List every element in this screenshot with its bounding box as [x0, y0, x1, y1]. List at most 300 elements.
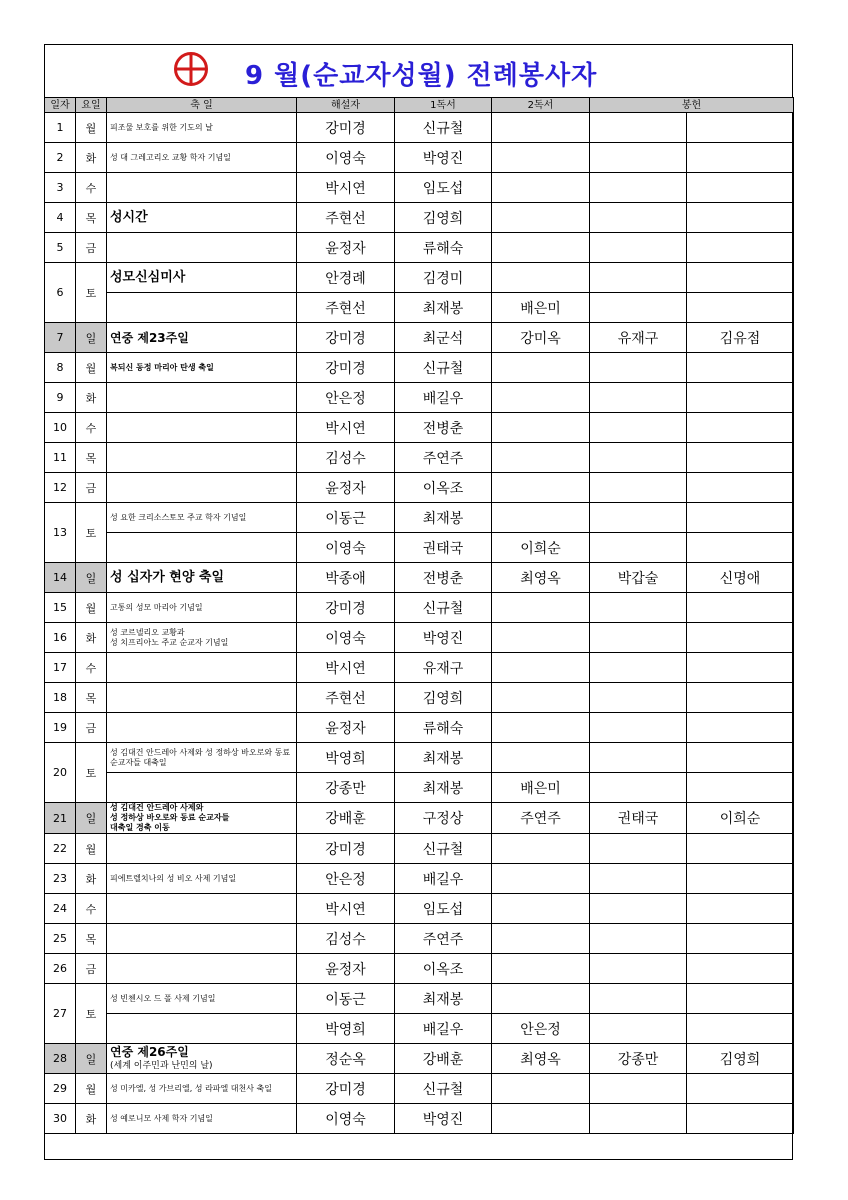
offertory-cell: [590, 713, 687, 743]
weekday-cell: 화: [76, 143, 107, 173]
commentator-cell: 박종애: [297, 563, 395, 593]
offertory-cell: 김유점: [687, 323, 794, 353]
reader2-cell: 안은정: [492, 1014, 590, 1044]
date-cell: 9: [45, 383, 76, 413]
offertory-cell: 강종만: [590, 1044, 687, 1074]
feast-cell: 성 예로니모 사제 학자 기념일: [107, 1104, 297, 1134]
weekday-cell: 토: [76, 503, 107, 563]
feast-cell: 연중 제23주일: [107, 323, 297, 353]
date-cell: 6: [45, 263, 76, 323]
offertory-cell: 유재구: [590, 323, 687, 353]
weekday-cell: 토: [76, 984, 107, 1044]
date-cell: 5: [45, 233, 76, 263]
reader1-cell: 신규철: [395, 834, 492, 864]
feast-cell: [107, 713, 297, 743]
table-row: [45, 383, 794, 413]
commentator-cell: 강미경: [297, 593, 395, 623]
date-cell: 14: [45, 563, 76, 593]
weekday-cell: 수: [76, 173, 107, 203]
commentator-cell: 박시연: [297, 173, 395, 203]
reader2-cell: [492, 203, 590, 233]
feast-cell: 성 미카엘, 성 가브리엘, 성 라파엘 대천사 축일: [107, 1074, 297, 1104]
table-row: [45, 263, 794, 293]
weekday-cell: 월: [76, 353, 107, 383]
weekday-cell: 월: [76, 834, 107, 864]
weekday-cell: 화: [76, 1104, 107, 1134]
feast-cell: [107, 954, 297, 984]
feast-cell: [107, 834, 297, 864]
offertory-cell: [687, 924, 794, 954]
date-cell: 17: [45, 653, 76, 683]
page-title: 9 월(순교자성월) 전례봉사자: [245, 61, 598, 91]
table-row: [45, 293, 794, 323]
commentator-cell: 강미경: [297, 113, 395, 143]
weekday-cell: 목: [76, 203, 107, 233]
reader1-cell: 유재구: [395, 653, 492, 683]
weekday-cell: 금: [76, 473, 107, 503]
table-row: [45, 924, 794, 954]
reader1-cell: 권태국: [395, 533, 492, 563]
reader1-cell: 주연주: [395, 924, 492, 954]
feast-cell: [107, 924, 297, 954]
date-cell: 19: [45, 713, 76, 743]
reader1-cell: 최재봉: [395, 503, 492, 533]
feast-cell: [107, 173, 297, 203]
reader2-cell: 강미옥: [492, 323, 590, 353]
offertory-cell: [687, 143, 794, 173]
reader2-cell: [492, 1074, 590, 1104]
offertory-cell: [590, 593, 687, 623]
weekday-cell: 월: [76, 1074, 107, 1104]
date-cell: 16: [45, 623, 76, 653]
offertory-cell: [590, 623, 687, 653]
table-row: [45, 143, 794, 173]
weekday-cell: 수: [76, 894, 107, 924]
col-offertory-header: 봉헌: [590, 98, 794, 113]
table-row: [45, 413, 794, 443]
feast-cell: 성 빈첸시오 드 폴 사제 기념일: [107, 984, 297, 1014]
weekday-cell: 화: [76, 623, 107, 653]
table-row: [45, 864, 794, 894]
feast-cell: 복되신 동정 마리아 탄생 축일: [107, 353, 297, 383]
feast-subtitle: (세계 이주민과 난민의 날): [110, 1060, 213, 1071]
cross-circle-icon: [173, 51, 209, 87]
offertory-cell: [590, 1074, 687, 1104]
offertory-cell: [590, 263, 687, 293]
reader1-cell: 신규철: [395, 113, 492, 143]
date-cell: 18: [45, 683, 76, 713]
feast-cell: [107, 233, 297, 263]
feast-cell: [107, 1044, 297, 1074]
date-cell: 28: [45, 1044, 76, 1074]
offertory-cell: [590, 473, 687, 503]
table-row: [45, 593, 794, 623]
commentator-cell: 윤정자: [297, 713, 395, 743]
reader1-cell: 김영희: [395, 683, 492, 713]
weekday-cell: 토: [76, 743, 107, 803]
offertory-cell: [590, 894, 687, 924]
col-weekday-header: 요일: [76, 98, 107, 113]
col-reader1-header: 1독서: [395, 98, 492, 113]
reader1-cell: 김영희: [395, 203, 492, 233]
feast-cell: [107, 1014, 297, 1044]
date-cell: 23: [45, 864, 76, 894]
offertory-cell: [590, 173, 687, 203]
reader2-cell: [492, 743, 590, 773]
weekday-cell: 화: [76, 383, 107, 413]
offertory-cell: [590, 383, 687, 413]
offertory-cell: 이희순: [687, 803, 794, 834]
reader1-cell: 배길우: [395, 383, 492, 413]
date-cell: 21: [45, 803, 76, 834]
col-reader2-header: 2독서: [492, 98, 590, 113]
date-cell: 27: [45, 984, 76, 1044]
commentator-cell: 박시연: [297, 653, 395, 683]
date-cell: 24: [45, 894, 76, 924]
date-cell: 26: [45, 954, 76, 984]
offertory-cell: [590, 503, 687, 533]
table-row: [45, 984, 794, 1014]
reader1-cell: 전병춘: [395, 563, 492, 593]
table-row: [45, 834, 794, 864]
table-row: [45, 173, 794, 203]
feast-cell: [107, 443, 297, 473]
offertory-cell: [590, 113, 687, 143]
reader1-cell: 박영진: [395, 623, 492, 653]
reader2-cell: [492, 383, 590, 413]
commentator-cell: 박영희: [297, 1014, 395, 1044]
reader1-cell: 배길우: [395, 864, 492, 894]
reader1-cell: 이옥조: [395, 473, 492, 503]
offertory-cell: 신명애: [687, 563, 794, 593]
feast-cell: 성 김대건 안드레아 사제와 성 정하상 바오로와 동료 순교자들 대축일: [107, 743, 297, 773]
commentator-cell: 이영숙: [297, 1104, 395, 1134]
reader2-cell: [492, 713, 590, 743]
weekday-cell: 일: [76, 323, 107, 353]
table-row: [45, 683, 794, 713]
reader2-cell: [492, 924, 590, 954]
offertory-cell: [590, 834, 687, 864]
col-feast-header: 축 일: [107, 98, 297, 113]
weekday-cell: 수: [76, 653, 107, 683]
table-row: [45, 533, 794, 563]
reader2-cell: [492, 353, 590, 383]
feast-cell: 고통의 성모 마리아 기념일: [107, 593, 297, 623]
offertory-cell: [687, 834, 794, 864]
table-row: [45, 623, 794, 653]
feast-cell: [107, 383, 297, 413]
offertory-cell: [590, 984, 687, 1014]
table-row: [45, 713, 794, 743]
date-cell: 11: [45, 443, 76, 473]
feast-cell: 성 김대건 안드레아 사제와 성 정하상 바오로와 동료 순교자들 대축일 경축 이동: [107, 803, 297, 834]
date-cell: 1: [45, 113, 76, 143]
offertory-cell: [687, 894, 794, 924]
date-cell: 25: [45, 924, 76, 954]
table-row: [45, 954, 794, 984]
offertory-cell: 권태국: [590, 803, 687, 834]
table-row: [45, 323, 794, 353]
commentator-cell: 강종만: [297, 773, 395, 803]
weekday-cell: 목: [76, 683, 107, 713]
reader2-cell: [492, 593, 590, 623]
date-cell: 20: [45, 743, 76, 803]
feast-cell: 성모신심미사: [107, 263, 297, 293]
reader1-cell: 전병춘: [395, 413, 492, 443]
feast-cell: 성 대 그레고리오 교황 학자 기념일: [107, 143, 297, 173]
feast-cell: [107, 653, 297, 683]
commentator-cell: 주현선: [297, 203, 395, 233]
commentator-cell: 주현선: [297, 293, 395, 323]
commentator-cell: 안은정: [297, 864, 395, 894]
reader1-cell: 최재봉: [395, 984, 492, 1014]
feast-cell: 성 요한 크리소스토모 주교 학자 기념일: [107, 503, 297, 533]
weekday-cell: 화: [76, 864, 107, 894]
reader2-cell: [492, 894, 590, 924]
date-cell: 13: [45, 503, 76, 563]
weekday-cell: 일: [76, 803, 107, 834]
table-row: [45, 353, 794, 383]
offertory-cell: [590, 353, 687, 383]
roster-sheet: [44, 44, 793, 1160]
header-row: [45, 98, 794, 113]
reader2-cell: [492, 503, 590, 533]
commentator-cell: 안경례: [297, 263, 395, 293]
offertory-cell: [590, 653, 687, 683]
offertory-cell: [590, 773, 687, 803]
date-cell: 15: [45, 593, 76, 623]
reader2-cell: [492, 173, 590, 203]
weekday-cell: 월: [76, 593, 107, 623]
offertory-cell: [687, 954, 794, 984]
feast-cell: [107, 473, 297, 503]
reader2-cell: [492, 954, 590, 984]
feast-cell: 성 십자가 현양 축일: [107, 563, 297, 593]
commentator-cell: 이동근: [297, 984, 395, 1014]
offertory-cell: [687, 864, 794, 894]
reader2-cell: [492, 473, 590, 503]
title-row: [45, 45, 792, 97]
reader1-cell: 김경미: [395, 263, 492, 293]
offertory-cell: [687, 773, 794, 803]
feast-cell: 성 코르넬리오 교황과 성 치프리아노 주교 순교자 기념일: [107, 623, 297, 653]
weekday-cell: 금: [76, 954, 107, 984]
commentator-cell: 강미경: [297, 1074, 395, 1104]
reader2-cell: 최영옥: [492, 563, 590, 593]
reader1-cell: 류해숙: [395, 233, 492, 263]
commentator-cell: 윤정자: [297, 954, 395, 984]
date-cell: 30: [45, 1104, 76, 1134]
commentator-cell: 강미경: [297, 353, 395, 383]
table-row: [45, 653, 794, 683]
weekday-cell: 일: [76, 563, 107, 593]
reader1-cell: 신규철: [395, 593, 492, 623]
commentator-cell: 박영희: [297, 743, 395, 773]
offertory-cell: [687, 623, 794, 653]
offertory-cell: [590, 413, 687, 443]
feast-cell: 피조물 보호를 위한 기도의 날: [107, 113, 297, 143]
col-commentator-header: 해설자: [297, 98, 395, 113]
date-cell: 2: [45, 143, 76, 173]
offertory-cell: [687, 683, 794, 713]
reader2-cell: 주연주: [492, 803, 590, 834]
reader2-cell: [492, 233, 590, 263]
reader2-cell: 이희순: [492, 533, 590, 563]
commentator-cell: 주현선: [297, 683, 395, 713]
commentator-cell: 박시연: [297, 894, 395, 924]
date-cell: 4: [45, 203, 76, 233]
weekday-cell: 일: [76, 1044, 107, 1074]
table-row: [45, 803, 794, 834]
commentator-cell: 김성수: [297, 924, 395, 954]
offertory-cell: [687, 293, 794, 323]
reader2-cell: [492, 683, 590, 713]
reader2-cell: [492, 623, 590, 653]
commentator-cell: 윤정자: [297, 233, 395, 263]
offertory-cell: [687, 713, 794, 743]
table-row: [45, 233, 794, 263]
commentator-cell: 이영숙: [297, 143, 395, 173]
commentator-cell: 이영숙: [297, 623, 395, 653]
reader2-cell: [492, 263, 590, 293]
offertory-cell: [687, 1074, 794, 1104]
offertory-cell: [687, 413, 794, 443]
offertory-cell: [687, 113, 794, 143]
reader1-cell: 박영진: [395, 143, 492, 173]
commentator-cell: 정순옥: [297, 1044, 395, 1074]
offertory-cell: [590, 1104, 687, 1134]
offertory-cell: [687, 653, 794, 683]
offertory-cell: [687, 984, 794, 1014]
feast-cell: 피에트렐치나의 성 비오 사제 기념일: [107, 864, 297, 894]
reader2-cell: 배은미: [492, 293, 590, 323]
reader1-cell: 강배훈: [395, 1044, 492, 1074]
offertory-cell: [590, 743, 687, 773]
reader1-cell: 배길우: [395, 1014, 492, 1044]
reader2-cell: [492, 984, 590, 1014]
roster-table: [44, 97, 794, 1134]
offertory-cell: [590, 233, 687, 263]
date-cell: 29: [45, 1074, 76, 1104]
offertory-cell: [590, 293, 687, 323]
reader2-cell: [492, 834, 590, 864]
reader1-cell: 주연주: [395, 443, 492, 473]
offertory-cell: 김영희: [687, 1044, 794, 1074]
offertory-cell: [687, 503, 794, 533]
offertory-cell: [687, 173, 794, 203]
reader1-cell: 신규철: [395, 1074, 492, 1104]
table-row: [45, 1104, 794, 1134]
commentator-cell: 김성수: [297, 443, 395, 473]
reader2-cell: [492, 864, 590, 894]
feast-cell: [107, 293, 297, 323]
offertory-cell: [590, 954, 687, 984]
date-cell: 7: [45, 323, 76, 353]
commentator-cell: 강배훈: [297, 803, 395, 834]
reader1-cell: 최재봉: [395, 743, 492, 773]
weekday-cell: 토: [76, 263, 107, 323]
table-row: [45, 473, 794, 503]
reader1-cell: 구정상: [395, 803, 492, 834]
feast-cell: [107, 533, 297, 563]
feast-cell: [107, 413, 297, 443]
offertory-cell: [687, 593, 794, 623]
offertory-cell: [590, 924, 687, 954]
reader2-cell: [492, 1104, 590, 1134]
date-cell: 22: [45, 834, 76, 864]
offertory-cell: 박갑술: [590, 563, 687, 593]
offertory-cell: [687, 353, 794, 383]
reader1-cell: 최재봉: [395, 293, 492, 323]
weekday-cell: 목: [76, 924, 107, 954]
reader1-cell: 최군석: [395, 323, 492, 353]
roster-body: [45, 113, 794, 1134]
table-row: [45, 203, 794, 233]
reader1-cell: 임도섭: [395, 173, 492, 203]
date-cell: 10: [45, 413, 76, 443]
weekday-cell: 금: [76, 233, 107, 263]
table-row: [45, 443, 794, 473]
reader2-cell: 배은미: [492, 773, 590, 803]
commentator-cell: 윤정자: [297, 473, 395, 503]
offertory-cell: [687, 1104, 794, 1134]
weekday-cell: 수: [76, 413, 107, 443]
feast-cell: [107, 894, 297, 924]
commentator-cell: 강미경: [297, 834, 395, 864]
table-row: [45, 503, 794, 533]
reader2-cell: [492, 143, 590, 173]
reader2-cell: [492, 443, 590, 473]
reader1-cell: 류해숙: [395, 713, 492, 743]
table-row: [45, 563, 794, 593]
reader2-cell: [492, 113, 590, 143]
feast-title: 연중 제26주일: [110, 1044, 189, 1059]
feast-cell: 성시간: [107, 203, 297, 233]
table-row: [45, 773, 794, 803]
commentator-cell: 안은정: [297, 383, 395, 413]
table-row: [45, 113, 794, 143]
offertory-cell: [687, 203, 794, 233]
reader2-cell: [492, 653, 590, 683]
offertory-cell: [687, 383, 794, 413]
table-row: [45, 1044, 794, 1074]
reader2-cell: 최영옥: [492, 1044, 590, 1074]
offertory-cell: [590, 1014, 687, 1044]
offertory-cell: [687, 1014, 794, 1044]
offertory-cell: [687, 743, 794, 773]
commentator-cell: 강미경: [297, 323, 395, 353]
offertory-cell: [590, 533, 687, 563]
reader1-cell: 이옥조: [395, 954, 492, 984]
offertory-cell: [590, 443, 687, 473]
offertory-cell: [687, 473, 794, 503]
reader1-cell: 임도섭: [395, 894, 492, 924]
offertory-cell: [687, 233, 794, 263]
table-row: [45, 1074, 794, 1104]
weekday-cell: 금: [76, 713, 107, 743]
offertory-cell: [590, 143, 687, 173]
commentator-cell: 박시연: [297, 413, 395, 443]
weekday-cell: 목: [76, 443, 107, 473]
commentator-cell: 이동근: [297, 503, 395, 533]
reader1-cell: 최재봉: [395, 773, 492, 803]
feast-cell: [107, 773, 297, 803]
feast-cell: [107, 683, 297, 713]
weekday-cell: 월: [76, 113, 107, 143]
table-row: [45, 743, 794, 773]
col-date-header: 일자: [45, 98, 76, 113]
offertory-cell: [687, 263, 794, 293]
